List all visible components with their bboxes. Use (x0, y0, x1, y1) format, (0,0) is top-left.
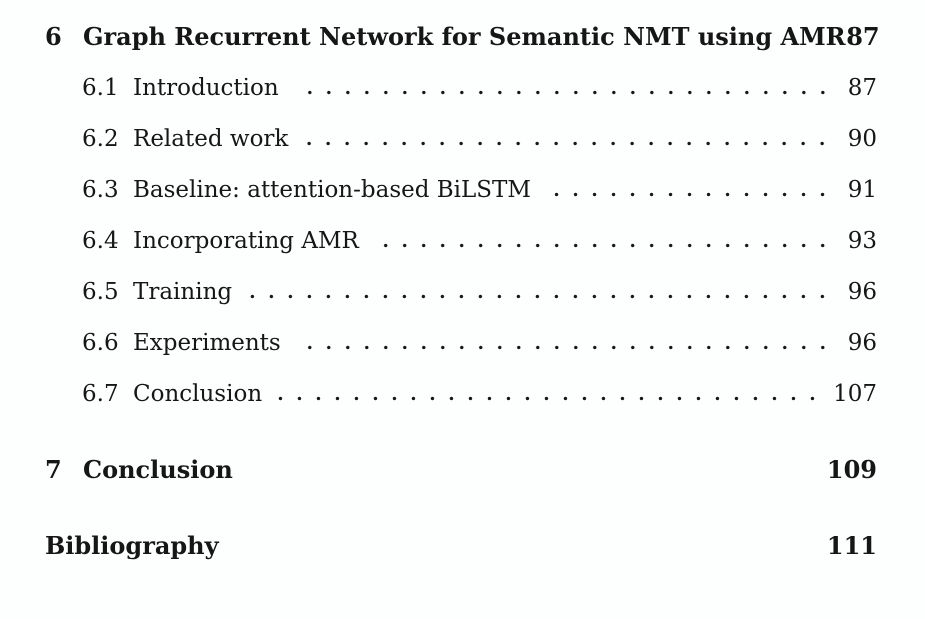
chapter-page-number: 109 (826, 455, 877, 484)
toc-section-row (82, 123, 877, 155)
dot-leader (545, 192, 833, 197)
section-title: Training (133, 279, 233, 305)
toc-chapter-row (45, 530, 877, 562)
section-title: Related work (133, 126, 289, 152)
section-number: 6.1 (82, 75, 119, 101)
chapter-title: Bibliography (45, 531, 219, 560)
dot-leader (246, 294, 833, 299)
section-page-number: 90 (847, 126, 877, 152)
dot-leader (293, 90, 833, 95)
dot-leader (373, 243, 833, 248)
section-number: 6.7 (82, 381, 119, 407)
section-title: Experiments (133, 330, 281, 356)
section-number: 6.5 (82, 279, 119, 305)
chapter-title: Graph Recurrent Network for Semantic NMT using AMR (83, 22, 846, 51)
toc-section-row (82, 225, 877, 257)
section-page-number: 87 (847, 75, 877, 101)
section-page-number: 91 (847, 177, 877, 203)
toc-chapter-row (45, 454, 877, 486)
section-title: Conclusion (133, 381, 263, 407)
toc-section-row (82, 276, 877, 308)
section-page-number: 93 (847, 228, 877, 254)
chapter-page-number: 111 (826, 531, 877, 560)
chapter-page-number: 87 (846, 22, 880, 51)
toc-section-row (82, 174, 877, 206)
section-number: 6.3 (82, 177, 119, 203)
toc-section-row (82, 72, 877, 104)
toc-section-row (82, 327, 877, 359)
section-title: Baseline: attention-based BiLSTM (133, 177, 531, 203)
toc-chapter-row (45, 21, 880, 53)
dot-leader (276, 396, 823, 401)
dot-leader (302, 141, 833, 146)
chapter-title: Conclusion (83, 455, 233, 484)
chapter-number: 6 (45, 22, 62, 51)
section-page-number: 107 (833, 381, 877, 407)
toc-section-row (82, 378, 877, 410)
table-of-contents (45, 21, 880, 562)
section-page-number: 96 (847, 279, 877, 305)
section-number: 6.4 (82, 228, 119, 254)
section-page-number: 96 (847, 330, 877, 356)
section-title: Incorporating AMR (133, 228, 359, 254)
chapter-number: 7 (45, 455, 62, 484)
section-title: Introduction (133, 75, 279, 101)
dot-leader (295, 345, 833, 350)
section-number: 6.6 (82, 330, 119, 356)
section-number: 6.2 (82, 126, 119, 152)
